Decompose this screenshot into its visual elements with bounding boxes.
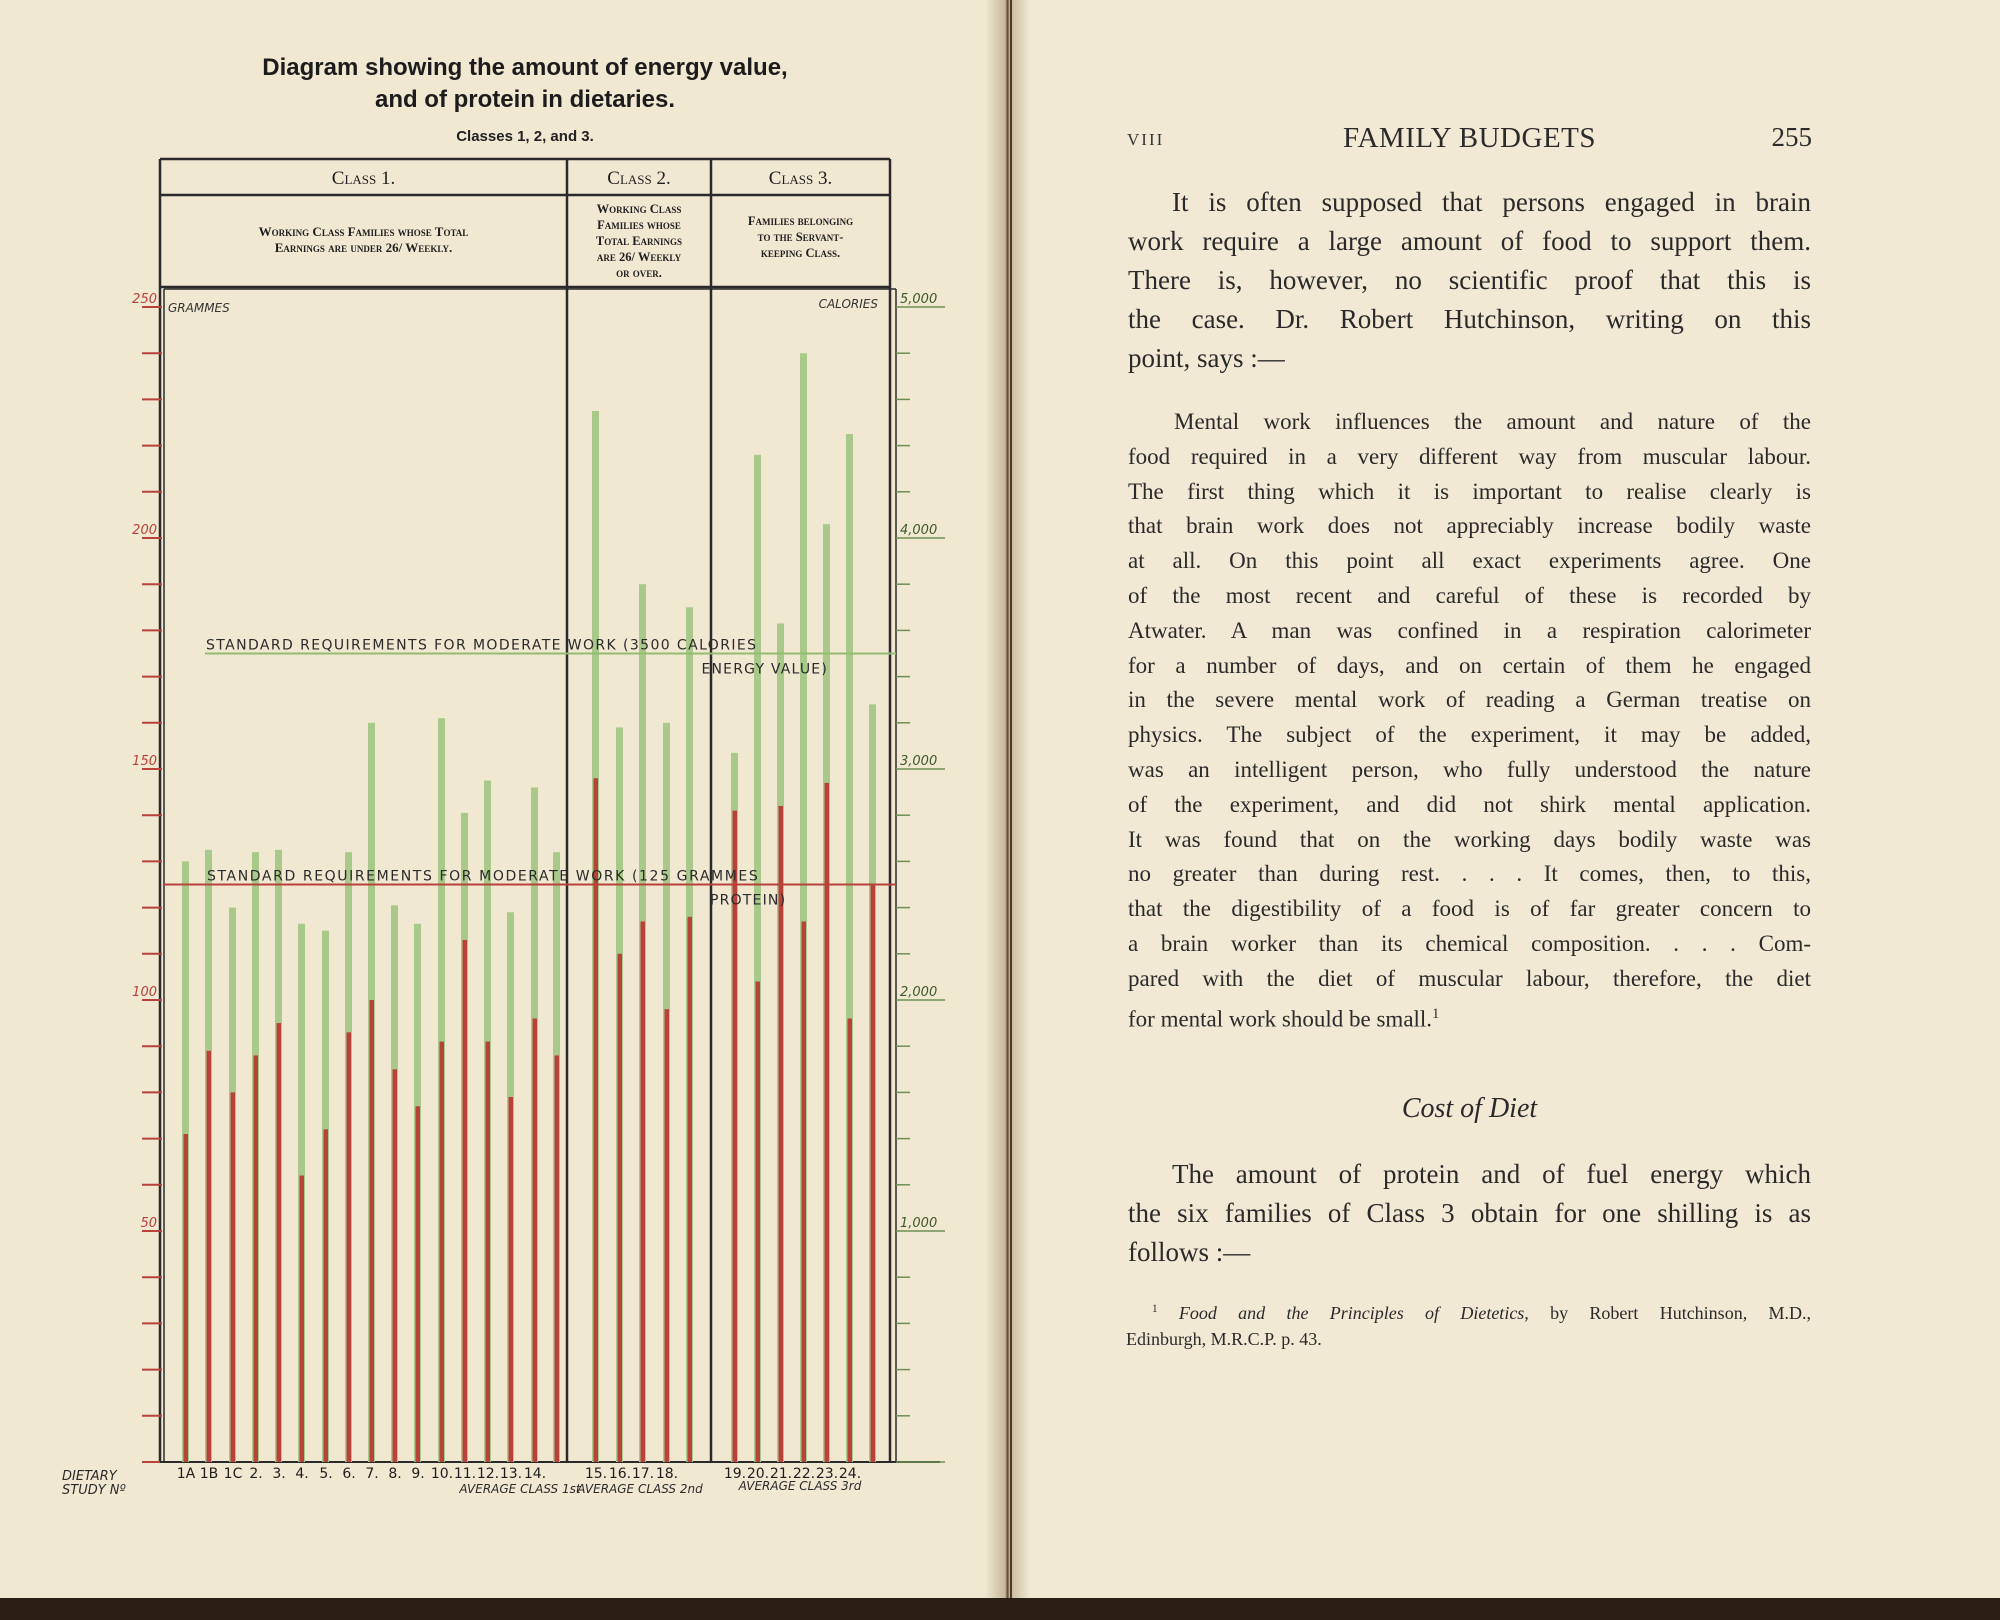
protein-bar [665, 1009, 670, 1462]
class-header-name: Class 3. [768, 168, 833, 189]
study-number-label: 8. [388, 1466, 402, 1482]
text-line: for a number of days, and on certain of them he engaged [1128, 652, 1811, 678]
grammes-tick-label: 100 [132, 985, 157, 1000]
study-number-label: 17. [631, 1466, 655, 1482]
footnote-line: Edinburgh, M.R.C.P. p. 43. [1126, 1329, 1322, 1349]
study-number-label: 21. [769, 1466, 793, 1482]
text-line: for mental work should be small.$^1$ [1128, 1005, 1440, 1032]
class-description-line: or over. [616, 266, 662, 280]
text-line: the six families of Class 3 obtain for one shilling is as [1128, 1198, 1811, 1228]
class-description-line: are 26/ Weekly [596, 250, 682, 264]
cost-paragraph [1128, 1155, 1811, 1272]
text-line: It is often supposed that persons engaged in brain [1172, 187, 1811, 217]
text-line: There is, however, no scientific proof that this is [1128, 265, 1811, 295]
footnote-author: by Robert Hutchinson, M.D., [1550, 1303, 1811, 1323]
calories-tick-label: 1,000 [900, 1216, 938, 1231]
protein-bar [641, 921, 646, 1462]
protein-bar [756, 982, 761, 1462]
study-number-label: 10. [430, 1466, 454, 1482]
study-number-label: 18. [655, 1466, 679, 1482]
chapter-number: VIII [1127, 130, 1165, 149]
footnote-line [1126, 1296, 1811, 1326]
average-class-label: AVERAGE CLASS 2nd [577, 1482, 703, 1496]
text-line: was an intelligent person, who fully understood the nature [1128, 756, 1811, 782]
text-line: food required in a very different way from muscular labour. [1128, 443, 1811, 469]
study-number-label: 11. [453, 1466, 477, 1482]
study-number-label: 1C [223, 1466, 243, 1482]
study-number-label: 12. [476, 1466, 500, 1482]
text-line: that the digestibility of a food is of far greater concern to [1128, 896, 1811, 922]
section-heading: Cost of Diet [1401, 1093, 1538, 1124]
text-line: physics. The subject of the experiment, it may be added, [1128, 722, 1811, 748]
protein-bar [416, 1106, 421, 1462]
text-line: no greater than during rest. . . . It comes, then, to this, [1128, 861, 1811, 887]
text-line: Atwater. A man was confined in a respiration calorimeter [1128, 617, 1811, 643]
energy-standard-label: STANDARD REQUIREMENTS FOR MODERATE WORK (3500 CALORIES [206, 637, 758, 654]
protein-bar [509, 1097, 514, 1462]
class-description-line: to the Servant- [757, 230, 844, 244]
protein-bar [533, 1018, 538, 1462]
protein-standard-label: PROTEIN) [710, 892, 787, 909]
running-head [1127, 122, 1812, 158]
study-number-label: 13. [499, 1466, 523, 1482]
text-line: at all. On this point all exact experiments agree. One [1128, 548, 1811, 574]
protein-bar [277, 1023, 282, 1462]
protein-bar [848, 1018, 853, 1462]
text-line: of the most recent and careful of these is recorded by [1128, 582, 1811, 608]
class-description-line: keeping Class. [760, 246, 841, 260]
study-number-label: 4. [295, 1466, 309, 1482]
protein-bar [555, 1055, 560, 1462]
class-description-line: Working Class [596, 202, 682, 216]
protein-bar [618, 954, 623, 1462]
study-number-label: 19. [723, 1466, 747, 1482]
study-number-label: 5. [319, 1466, 333, 1482]
footnote-book-title: Food and the Principles of Dietetics, [1178, 1303, 1529, 1323]
footnote [1126, 1296, 1811, 1352]
protein-bar [802, 921, 807, 1462]
text-line: The first thing which it is important to realise clearly is [1128, 478, 1811, 504]
calories-tick-label: 5,000 [900, 292, 938, 307]
page-number: 255 [1771, 122, 1812, 152]
running-title: FAMILY BUDGETS [1342, 122, 1597, 154]
protein-bar [393, 1069, 398, 1462]
text-line: The amount of protein and of fuel energy which [1172, 1159, 1811, 1189]
text-line: Mental work influences the amount and nature of the [1174, 409, 1811, 434]
text-line: that brain work does not appreciably increase bodily waste [1128, 513, 1811, 539]
class-description-line: Families whose [597, 218, 681, 232]
text-line: follows :— [1128, 1237, 1251, 1267]
study-number-label: 3. [272, 1466, 286, 1482]
protein-bar [231, 1092, 236, 1462]
class-description-line: Families belonging [747, 214, 854, 228]
protein-bar [463, 940, 468, 1462]
study-number-label: 7. [365, 1466, 379, 1482]
protein-bar [300, 1176, 305, 1462]
study-number-label: 6. [342, 1466, 356, 1482]
average-class-label: AVERAGE CLASS 1st [459, 1482, 581, 1496]
class-description-line: Earnings are under 26/ Weekly. [274, 240, 453, 255]
protein-bar [688, 917, 693, 1462]
study-number-label: 15. [584, 1466, 608, 1482]
protein-bar [207, 1051, 212, 1462]
x-axis-title: DIETARY [62, 1469, 117, 1484]
grammes-tick-label: 150 [132, 754, 157, 769]
class-header-table [160, 159, 896, 1462]
chart-title-line: and of protein in dietaries. [374, 86, 676, 113]
calories-tick-label: 3,000 [900, 754, 938, 769]
protein-bar [486, 1042, 491, 1462]
study-number-label: 14. [523, 1466, 547, 1482]
protein-bar [324, 1129, 329, 1462]
study-number-label: 9. [411, 1466, 425, 1482]
footnote-reference: 1 [1432, 1005, 1440, 1022]
protein-bar [347, 1032, 352, 1462]
energy-standard-label: ENERGY VALUE) [701, 661, 828, 678]
grammes-tick-label: 50 [140, 1216, 157, 1231]
text-line: a brain worker than its chemical composition. . . . Com- [1128, 930, 1811, 956]
text-line: pared with the diet of muscular labour, therefore, the diet [1128, 965, 1811, 991]
study-number-label: 1A [176, 1466, 196, 1482]
text-line: in the severe mental work of reading a German treatise on [1128, 687, 1811, 713]
study-number-label: 20. [746, 1466, 770, 1482]
study-number-label: 2. [249, 1466, 263, 1482]
average-class-label: AVERAGE CLASS 3rd [738, 1479, 862, 1493]
protein-bar [871, 885, 876, 1463]
study-number-label: 22. [792, 1466, 816, 1482]
class-header-name: Class 2. [607, 168, 671, 189]
text-line: It was found that on the working days bodily waste was [1128, 826, 1811, 852]
class-description-line: Total Earnings [595, 234, 683, 248]
protein-standard-label: STANDARD REQUIREMENTS FOR MODERATE WORK (125 GRAMMES [207, 868, 760, 885]
text-line: point, says :— [1128, 343, 1285, 373]
calories-tick-label: 4,000 [900, 523, 938, 538]
protein-bar [254, 1055, 259, 1462]
class-header-name: Class 1. [331, 168, 396, 189]
chart-title-line: Diagram showing the amount of energy value, [262, 54, 788, 81]
x-axis-title: STUDY Nº [62, 1483, 126, 1498]
grammes-axis-unit: GRAMMES [168, 301, 230, 315]
calories-axis-unit: CALORIES [818, 297, 878, 311]
text-line: of the experiment, and did not shirk mental application. [1128, 791, 1811, 817]
text-line: work require a large amount of food to support them. [1128, 226, 1811, 256]
grammes-tick-label: 200 [132, 523, 157, 538]
study-number-label: 1B [199, 1466, 219, 1482]
protein-bar [440, 1042, 445, 1462]
grammes-tick-label: 250 [132, 292, 157, 307]
block-quote [1128, 405, 1811, 1037]
study-number-label: 24. [838, 1466, 862, 1482]
protein-bar [370, 1000, 375, 1462]
chart-subtitle: Classes 1, 2, and 3. [456, 128, 594, 145]
text-line: the case. Dr. Robert Hutchinson, writing on this [1128, 304, 1811, 334]
study-number-label: 23. [815, 1466, 839, 1482]
study-number-label: 16. [608, 1466, 632, 1482]
protein-bar [184, 1134, 189, 1462]
class-description-line: Working Class Families whose Total [258, 224, 469, 239]
footnote-marker: 1 [1152, 1303, 1158, 1315]
intro-paragraph [1128, 183, 1811, 378]
calories-tick-label: 2,000 [900, 985, 938, 1000]
